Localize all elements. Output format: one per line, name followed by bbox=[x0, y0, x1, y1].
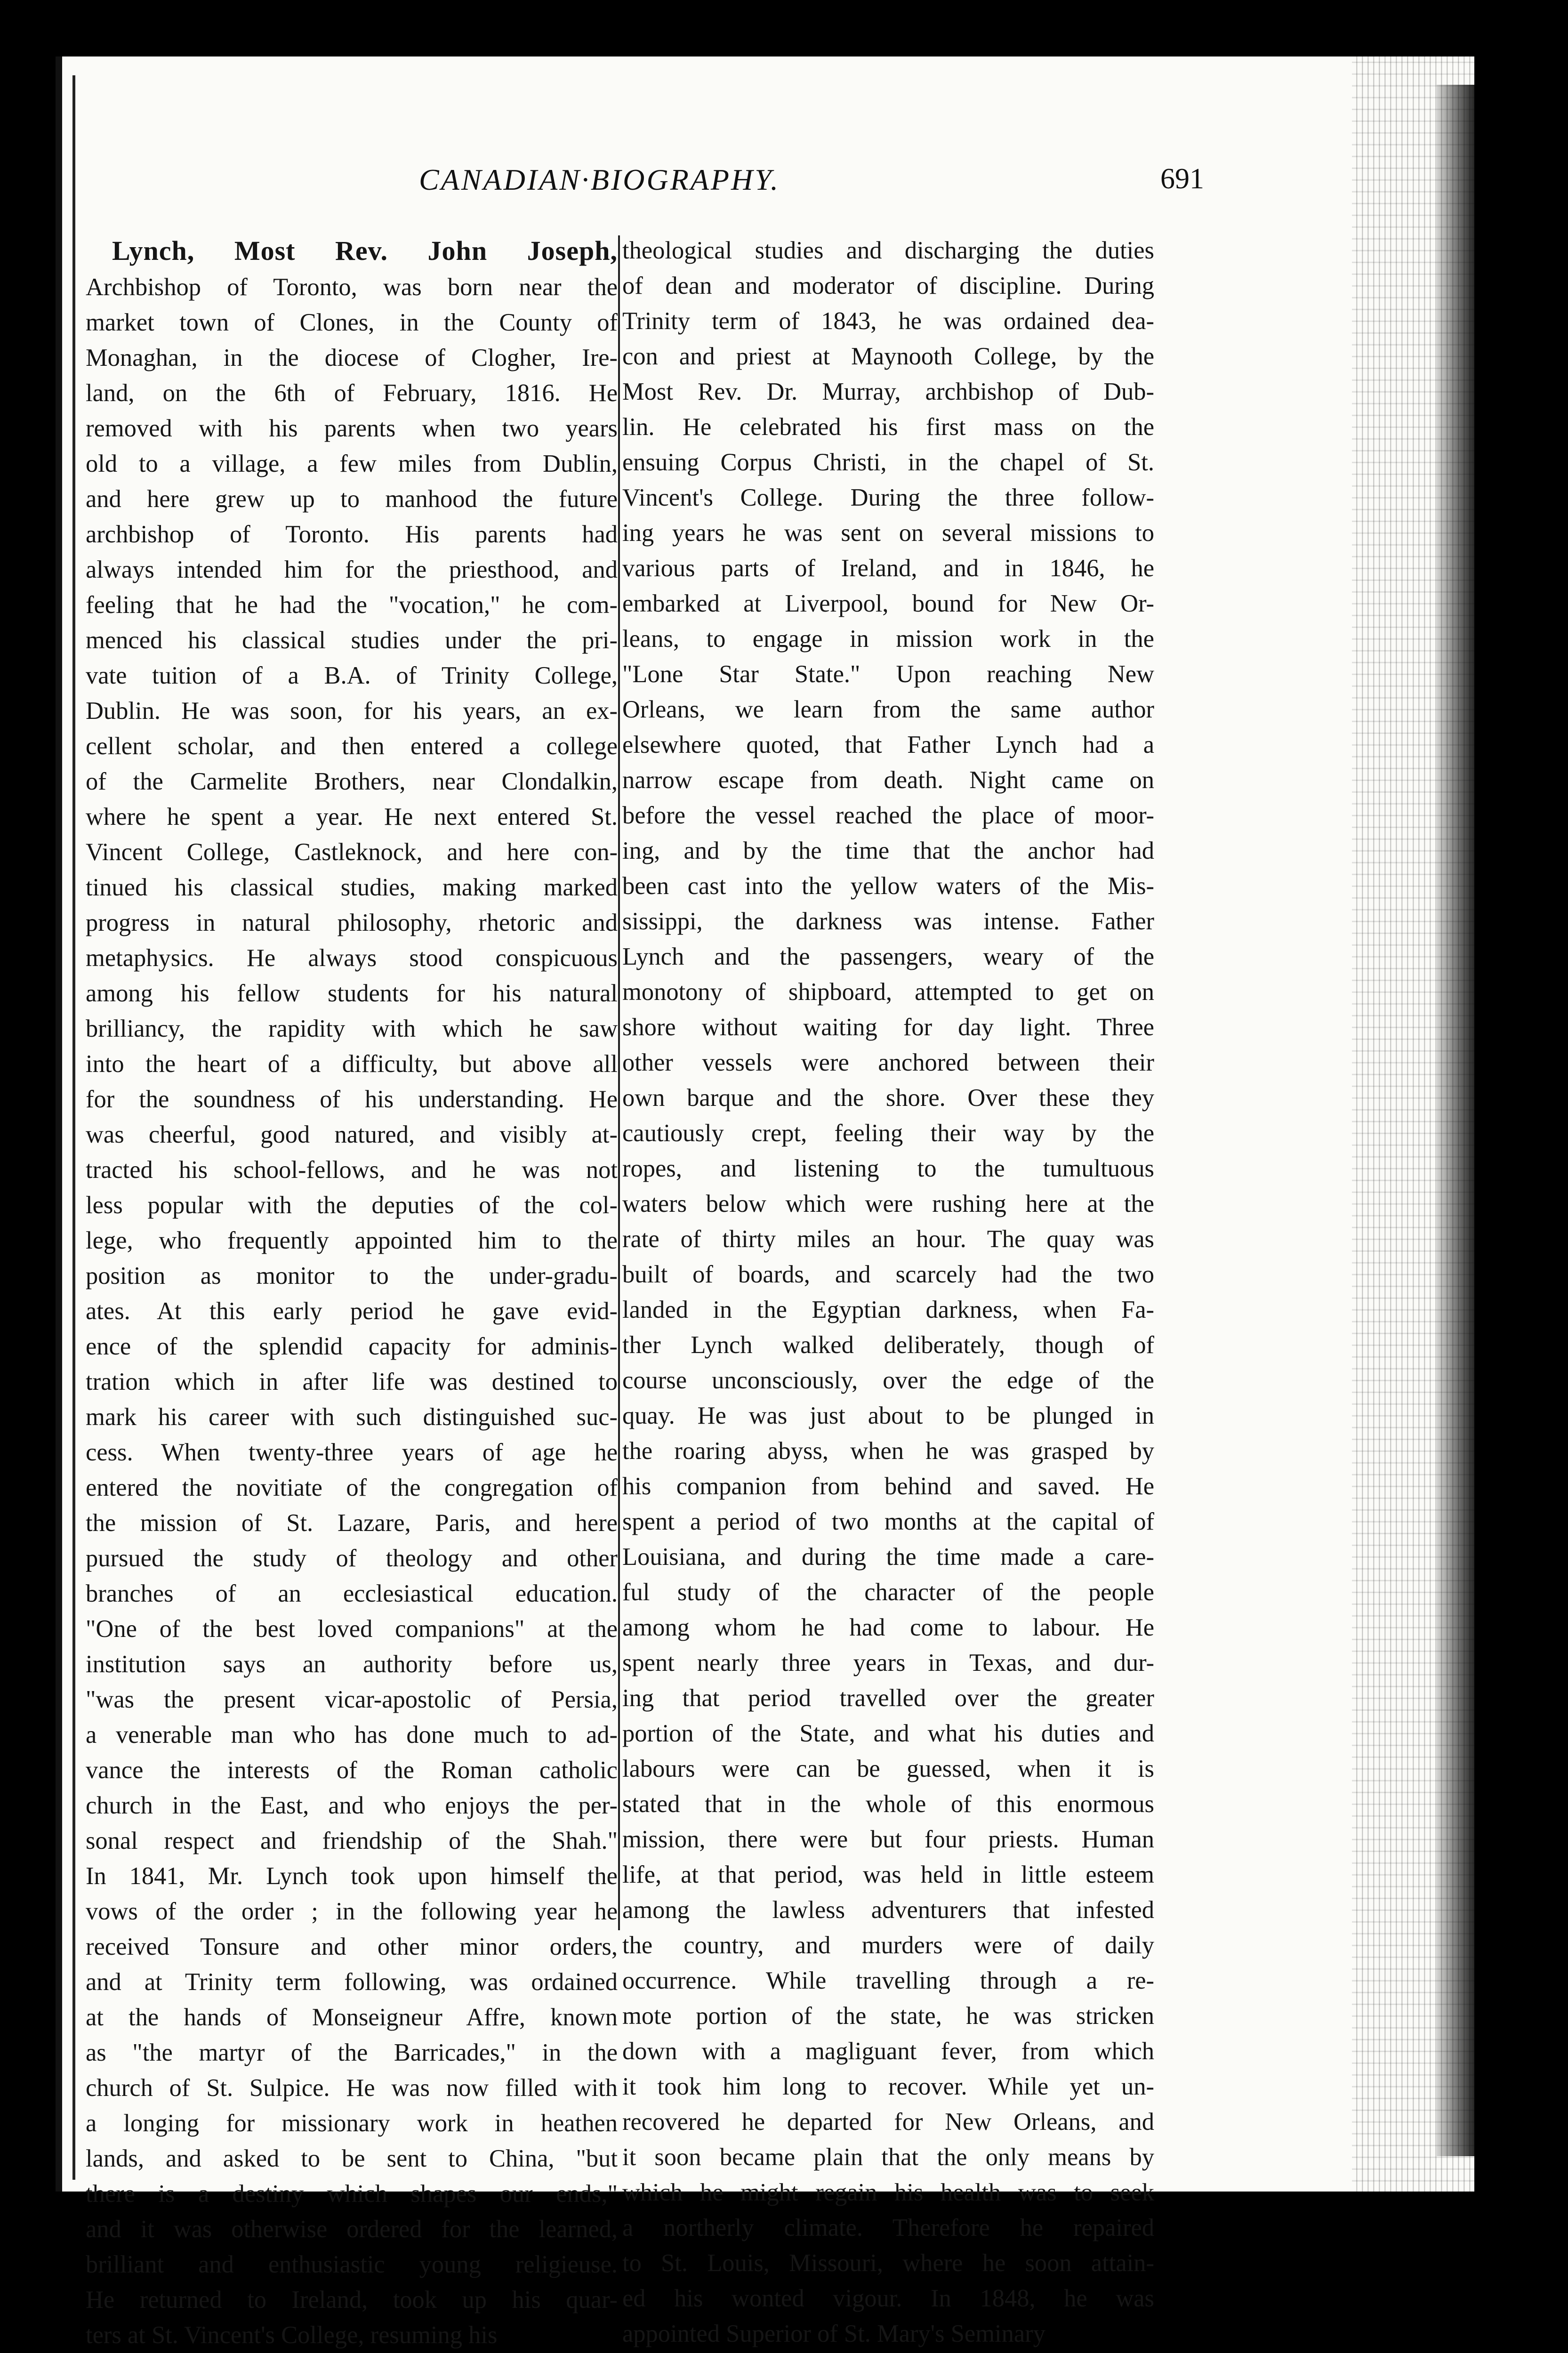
text-line: it soon became plain that the only means by bbox=[622, 2143, 1154, 2171]
text-line: Orleans, we learn from the same author bbox=[622, 696, 1154, 723]
text-line: ensuing Corpus Christi, in the chapel of St. bbox=[622, 449, 1154, 476]
text-line: Louisiana, and during the time made a care- bbox=[622, 1543, 1154, 1571]
text-line: spent a period of two months at the capital of bbox=[622, 1508, 1154, 1535]
text-line: mark his career with such distinguished suc- bbox=[86, 1403, 618, 1431]
text-line: at the hands of Monseigneur Affre, known bbox=[86, 2004, 618, 2031]
text-line: ful study of the character of the people bbox=[622, 1579, 1154, 1606]
text-line: and here grew up to manhood the future bbox=[86, 485, 618, 513]
text-line: theological studies and discharging the duties bbox=[622, 237, 1154, 264]
text-line: church in the East, and who enjoys the per- bbox=[86, 1792, 618, 1819]
text-line: feeling that he had the "vocation," he com- bbox=[86, 591, 618, 619]
text-line: vate tuition of a B.A. of Trinity College, bbox=[86, 662, 618, 689]
text-line: brilliant and enthusiastic young religieuse. bbox=[86, 2251, 618, 2278]
text-line: "One of the best loved companions" at the bbox=[86, 1615, 618, 1643]
text-line: elsewhere quoted, that Father Lynch had a bbox=[622, 731, 1154, 758]
text-line: Most Rev. Dr. Murray, archbishop of Dub- bbox=[622, 378, 1154, 405]
text-line: ates. At this early period he gave evid- bbox=[86, 1297, 618, 1325]
right-column-text bbox=[622, 233, 1154, 2352]
text-line: church of St. Sulpice. He was now filled with bbox=[86, 2074, 618, 2102]
text-line: cess. When twenty-three years of age he bbox=[86, 1439, 618, 1466]
text-line: was cheerful, good natured, and visibly at- bbox=[86, 1121, 618, 1148]
text-line: removed with his parents when two years bbox=[86, 415, 618, 442]
text-line: which he might regain his health was to seek bbox=[622, 2179, 1154, 2206]
text-line: the mission of St. Lazare, Paris, and here bbox=[86, 1509, 618, 1537]
text-line: and it was otherwise ordered for the learned, bbox=[86, 2216, 618, 2243]
text-line: a northerly climate. Therefore he repaired bbox=[622, 2214, 1154, 2241]
entry-heading-line bbox=[86, 233, 618, 270]
text-line: shore without waiting for day light. Three bbox=[622, 1014, 1154, 1041]
text-line: cellent scholar, and then entered a college bbox=[86, 733, 618, 760]
text-line: built of boards, and scarcely had the two bbox=[622, 1261, 1154, 1288]
text-line: there is a destiny which shapes our ends," bbox=[86, 2180, 618, 2208]
column-divider bbox=[618, 235, 620, 1930]
text-line: Lynch and the passengers, weary of the bbox=[622, 943, 1154, 970]
text-line: leans, to engage in mission work in the bbox=[622, 625, 1154, 653]
right-column bbox=[622, 233, 1154, 2352]
text-line: institution says an authority before us, bbox=[86, 1651, 618, 1678]
text-line: tracted his school-fellows, and he was not bbox=[86, 1156, 618, 1184]
text-line: ing, and by the time that the anchor had bbox=[622, 837, 1154, 864]
text-line: branches of an ecclesiastical education. bbox=[86, 1580, 618, 1607]
text-line: quay. He was just about to be plunged in bbox=[622, 1402, 1154, 1429]
text-line: Dublin. He was soon, for his years, an ex- bbox=[86, 697, 618, 725]
text-line: menced his classical studies under the pri- bbox=[86, 627, 618, 654]
left-column-text bbox=[86, 270, 618, 2353]
text-line: various parts of Ireland, and in 1846, he bbox=[622, 555, 1154, 582]
text-line: position as monitor to the under-gradu- bbox=[86, 1262, 618, 1289]
text-line: ed his wonted vigour. In 1848, he was bbox=[622, 2285, 1154, 2312]
text-line: pursued the study of theology and other bbox=[86, 1545, 618, 1572]
text-line: appointed Superior of St. Mary's Seminary bbox=[622, 2320, 1045, 2347]
text-line: course unconsciously, over the edge of the bbox=[622, 1367, 1154, 1394]
text-line: narrow escape from death. Night came on bbox=[622, 766, 1154, 794]
text-line: tration which in after life was destined to bbox=[86, 1368, 618, 1395]
text-line: market town of Clones, in the County of bbox=[86, 309, 618, 336]
text-line: tinued his classical studies, making marked bbox=[86, 874, 618, 901]
text-line: among his fellow students for his natural bbox=[86, 980, 618, 1007]
text-line: ing years he was sent on several missions to bbox=[622, 519, 1154, 547]
text-line: land, on the 6th of February, 1816. He bbox=[86, 379, 618, 407]
text-line: Monaghan, in the diocese of Clogher, Ire- bbox=[86, 344, 618, 371]
text-line: con and priest at Maynooth College, by the bbox=[622, 343, 1154, 370]
text-line: rate of thirty miles an hour. The quay was bbox=[622, 1225, 1154, 1253]
text-line: spent nearly three years in Texas, and dur- bbox=[622, 1649, 1154, 1676]
left-column bbox=[86, 233, 618, 2353]
text-line: Trinity term of 1843, he was ordained dea- bbox=[622, 307, 1154, 335]
text-line: of dean and moderator of discipline. During bbox=[622, 272, 1154, 299]
text-line: among whom he had come to labour. He bbox=[622, 1614, 1154, 1641]
text-line: sonal respect and friendship of the Shah." bbox=[86, 1827, 618, 1854]
text-line: down with a magliguant fever, from which bbox=[622, 2038, 1154, 2065]
text-line: lin. He celebrated his first mass on the bbox=[622, 413, 1154, 441]
text-line: the country, and murders were of daily bbox=[622, 1932, 1154, 1959]
text-line: lands, and asked to be sent to China, "but bbox=[86, 2145, 618, 2172]
text-line: ther Lynch walked deliberately, though of bbox=[622, 1331, 1154, 1359]
text-line: a longing for missionary work in heathen bbox=[86, 2110, 618, 2137]
text-line: stated that in the whole of this enormous bbox=[622, 1790, 1154, 1818]
text-line: mote portion of the state, he was stricken bbox=[622, 2002, 1154, 2030]
text-line: ing that period travelled over the greater bbox=[622, 1684, 1154, 1712]
text-line: the roaring abyss, when he was grasped by bbox=[622, 1437, 1154, 1465]
text-line: He returned to Ireland, took up his quar- bbox=[86, 2286, 618, 2313]
text-line: brilliancy, the rapidity with which he saw bbox=[86, 1015, 618, 1042]
text-line: old to a village, a few miles from Dublin, bbox=[86, 450, 618, 477]
text-line: it took him long to recover. While yet un- bbox=[622, 2073, 1154, 2100]
text-line: labours were can be guessed, when it is bbox=[622, 1755, 1154, 1782]
text-line: less popular with the deputies of the col- bbox=[86, 1192, 618, 1219]
text-line: waters below which were rushing here at the bbox=[622, 1190, 1154, 1217]
text-line: vance the interests of the Roman catholic bbox=[86, 1757, 618, 1784]
text-line: his companion from behind and saved. He bbox=[622, 1473, 1154, 1500]
text-line: of the Carmelite Brothers, near Clondalkin, bbox=[86, 768, 618, 795]
text-line: a venerable man who has done much to ad- bbox=[86, 1721, 618, 1749]
text-line: entered the novitiate of the congregation of bbox=[86, 1474, 618, 1501]
text-line: recovered he departed for New Orleans, and bbox=[622, 2108, 1154, 2135]
text-line: to St. Louis, Missouri, where he soon attain- bbox=[622, 2249, 1154, 2277]
text-line: monotony of shipboard, attempted to get on bbox=[622, 978, 1154, 1006]
text-line: into the heart of a difficulty, but above all bbox=[86, 1050, 618, 1078]
text-line: ence of the splendid capacity for adminis- bbox=[86, 1333, 618, 1360]
entry-name: Lynch, Most Rev. John Joseph, bbox=[112, 235, 618, 266]
text-line: life, at that period, was held in little esteem bbox=[622, 1861, 1154, 1888]
text-line: archbishop of Toronto. His parents had bbox=[86, 521, 618, 548]
text-line: among the lawless adventurers that infested bbox=[622, 1896, 1154, 1924]
text-line: as "the martyr of the Barricades," in the bbox=[86, 2039, 618, 2066]
text-line: lege, who frequently appointed him to the bbox=[86, 1227, 618, 1254]
text-line: vows of the order ; in the following year he bbox=[86, 1898, 618, 1925]
text-line: portion of the State, and what his duties and bbox=[622, 1720, 1154, 1747]
binding-rule bbox=[72, 75, 75, 2180]
text-line: other vessels were anchored between their bbox=[622, 1049, 1154, 1076]
text-line: mission, there were but four priests. Human bbox=[622, 1826, 1154, 1853]
text-line: metaphysics. He always stood conspicuous bbox=[86, 944, 618, 972]
running-title: CANADIAN·BIOGRAPHY. bbox=[419, 163, 780, 196]
text-line: sissippi, the darkness was intense. Father bbox=[622, 908, 1154, 935]
text-line: landed in the Egyptian darkness, when Fa- bbox=[622, 1296, 1154, 1323]
text-line: Archbishop of Toronto, was born near the bbox=[86, 274, 618, 301]
text-line: cautiously crept, feeling their way by the bbox=[622, 1120, 1154, 1147]
text-line: ropes, and listening to the tumultuous bbox=[622, 1155, 1154, 1182]
text-line: embarked at Liverpool, bound for New Or- bbox=[622, 590, 1154, 617]
text-line: "was the present vicar-apostolic of Persia, bbox=[86, 1686, 618, 1713]
text-line: always intended him for the priesthood, and bbox=[86, 556, 618, 583]
text-line: Vincent's College. During the three follow- bbox=[622, 484, 1154, 511]
text-line: where he spent a year. He next entered St. bbox=[86, 803, 618, 830]
text-line: In 1841, Mr. Lynch took upon himself the bbox=[86, 1862, 618, 1890]
text-line: been cast into the yellow waters of the Mis- bbox=[622, 872, 1154, 900]
text-line: progress in natural philosophy, rhetoric and bbox=[86, 909, 618, 936]
text-line: Vincent College, Castleknock, and here con- bbox=[86, 838, 618, 866]
text-line: "Lone Star State." Upon reaching New bbox=[622, 661, 1154, 688]
page-number: 691 bbox=[1160, 163, 1204, 195]
page-edge-shadow bbox=[1437, 85, 1474, 2156]
text-line: received Tonsure and other minor orders, bbox=[86, 1933, 618, 1960]
text-line: for the soundness of his understanding. He bbox=[86, 1086, 618, 1113]
text-line: ters at St. Vincent's College, resuming his bbox=[86, 2321, 498, 2349]
text-line: and at Trinity term following, was ordained bbox=[86, 1968, 618, 1996]
text-line: occurrence. While travelling through a re- bbox=[622, 1967, 1154, 1994]
text-line: own barque and the shore. Over these they bbox=[622, 1084, 1154, 1112]
text-line: before the vessel reached the place of moor- bbox=[622, 802, 1154, 829]
